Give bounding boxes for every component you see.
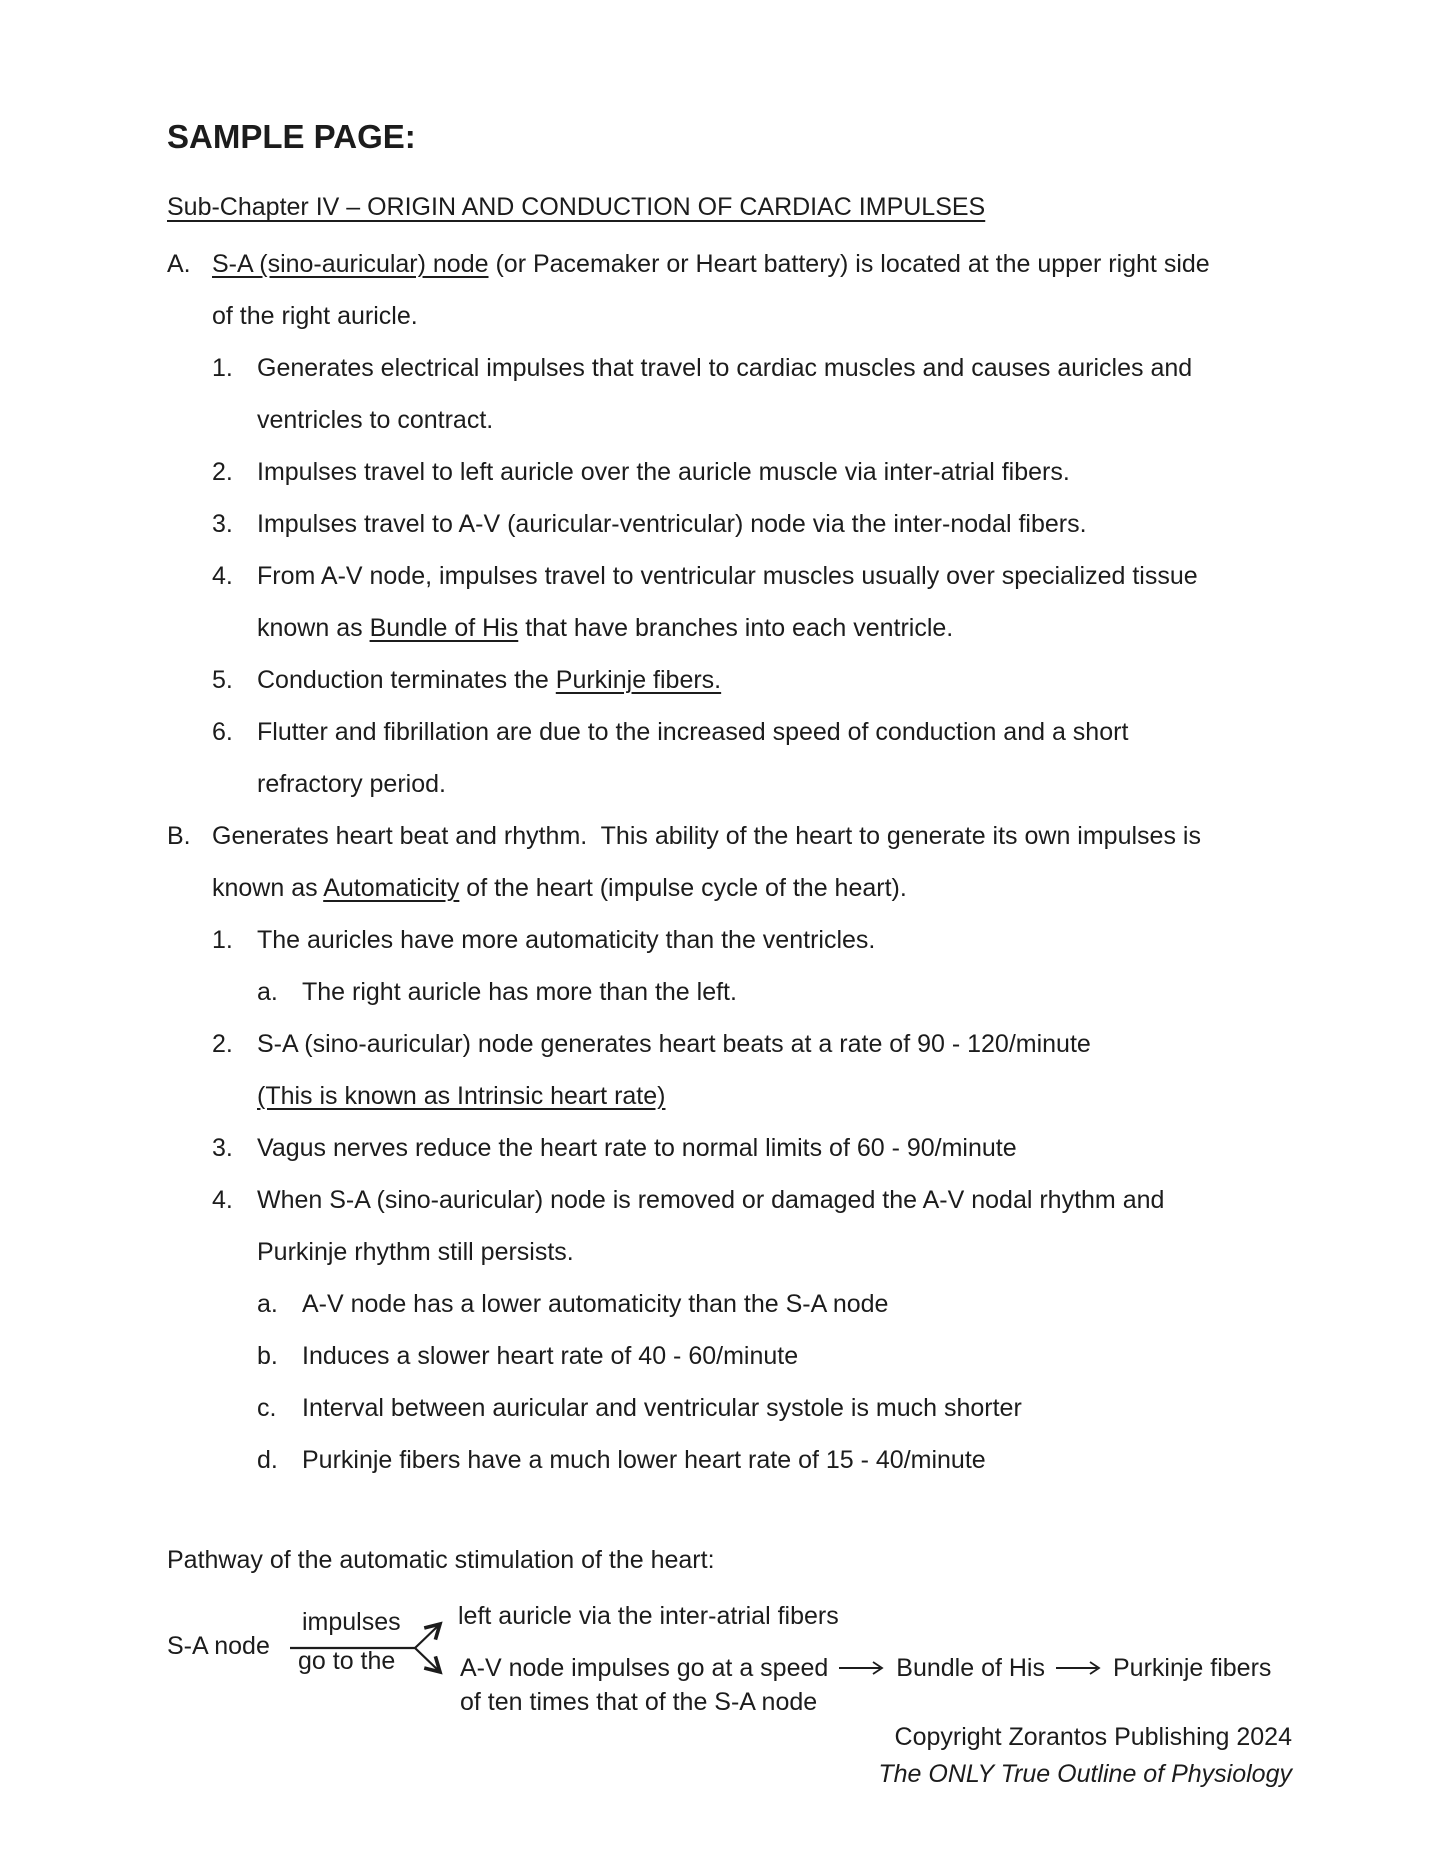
item-text: From A-V node, impulses travel to ventricular muscles usually over specialized tissue bbox=[257, 562, 1198, 590]
item-line bbox=[302, 966, 1397, 1018]
outline-item bbox=[167, 238, 1397, 342]
item-text: that have branches into each ventricle. bbox=[518, 614, 954, 642]
flow-arrow-icon bbox=[1054, 1660, 1104, 1676]
item-text: Conduction terminates the bbox=[257, 666, 556, 694]
item-line bbox=[257, 394, 1397, 446]
pathway-branch-top-label: left auricle via the inter-atrial fibers bbox=[458, 1602, 839, 1630]
item-text: The auricles have more automaticity than the ventricles. bbox=[257, 926, 876, 954]
tagline-line: The ONLY True Outline of Physiology bbox=[878, 1760, 1292, 1788]
outline-item bbox=[167, 914, 1397, 966]
item-marker: 6. bbox=[212, 718, 233, 746]
pathway-source-label: S-A node bbox=[167, 1632, 270, 1660]
item-line bbox=[257, 1226, 1397, 1278]
item-line bbox=[212, 238, 1397, 290]
outline-content bbox=[167, 238, 1397, 1586]
item-marker: 3. bbox=[212, 1134, 233, 1162]
outline-item bbox=[167, 1434, 1397, 1486]
branch-bottom-segment-3: Purkinje fibers bbox=[1113, 1653, 1272, 1682]
underlined-term: Bundle of His bbox=[369, 614, 519, 642]
item-text: Impulses travel to A-V (auricular-ventricular) node via the inter-nodal fibers. bbox=[257, 510, 1087, 538]
outline-item bbox=[167, 1122, 1397, 1174]
item-marker: A. bbox=[167, 250, 191, 278]
item-text: refractory period. bbox=[257, 770, 446, 798]
outline-item bbox=[167, 1018, 1397, 1122]
item-marker: d. bbox=[257, 1446, 278, 1474]
item-text: Induces a slower heart rate of 40 - 60/minute bbox=[302, 1342, 799, 1370]
item-marker: b. bbox=[257, 1342, 278, 1370]
outline-list bbox=[167, 238, 1397, 1486]
item-marker: 5. bbox=[212, 666, 233, 694]
item-line bbox=[257, 758, 1397, 810]
item-marker: a. bbox=[257, 978, 278, 1006]
item-text: known as bbox=[257, 614, 370, 642]
branch-bottom-segment-1: A-V node impulses go at a speed bbox=[460, 1653, 829, 1682]
underlined-term: S-A (sino-auricular) node bbox=[212, 250, 489, 278]
page-title: SAMPLE PAGE: bbox=[167, 118, 416, 155]
item-text: ventricles to contract. bbox=[257, 406, 494, 434]
item-line bbox=[212, 810, 1397, 862]
item-text: Generates heart beat and rhythm. This ability of the heart to generate its own impulses is bbox=[212, 822, 1201, 850]
item-marker: a. bbox=[257, 1290, 278, 1318]
underlined-term: Automaticity bbox=[323, 874, 460, 902]
item-line bbox=[257, 1122, 1397, 1174]
item-text: Purkinje rhythm still persists. bbox=[257, 1238, 574, 1266]
item-marker: c. bbox=[257, 1394, 277, 1422]
pathway-branch-bottom-line2: of ten times that of the S-A node bbox=[460, 1688, 818, 1716]
pathway-branch-bottom bbox=[460, 1651, 1271, 1719]
item-line bbox=[257, 654, 1397, 706]
outline-item bbox=[167, 706, 1397, 810]
item-text: When S-A (sino-auricular) node is removed or damaged the A-V nodal rhythm and bbox=[257, 1186, 1165, 1214]
pathway-edge-label-top: impulses bbox=[302, 1608, 401, 1636]
item-line bbox=[302, 1434, 1397, 1486]
item-line bbox=[257, 498, 1397, 550]
item-line bbox=[257, 1070, 1397, 1122]
branch-bottom-segment-2: Bundle of His bbox=[896, 1653, 1045, 1682]
outline-item bbox=[167, 654, 1397, 706]
chapter-heading: Sub-Chapter IV – ORIGIN AND CONDUCTION OF CARDIAC IMPULSES bbox=[167, 193, 986, 221]
copyright-line: Copyright Zorantos Publishing 2024 bbox=[894, 1723, 1292, 1751]
item-line bbox=[257, 602, 1397, 654]
pathway-branch-bottom-line1 bbox=[460, 1651, 1271, 1685]
item-line bbox=[257, 446, 1397, 498]
item-text: Interval between auricular and ventricular systole is much shorter bbox=[302, 1394, 1022, 1422]
item-marker: 2. bbox=[212, 1030, 233, 1058]
item-marker: 1. bbox=[212, 354, 233, 382]
page-footer bbox=[878, 1719, 1292, 1793]
outline-item bbox=[167, 446, 1397, 498]
item-text: Generates electrical impulses that travel to cardiac muscles and causes auricles and bbox=[257, 354, 1193, 382]
item-text: known as bbox=[212, 874, 324, 902]
item-text: Flutter and fibrillation are due to the increased speed of conduction and a short bbox=[257, 718, 1129, 746]
outline-item bbox=[167, 966, 1397, 1018]
item-line bbox=[212, 862, 1397, 914]
flow-arrow-icon bbox=[837, 1660, 887, 1676]
pathway-edge-label-bottom: go to the bbox=[298, 1647, 396, 1675]
item-text: (or Pacemaker or Heart battery) is located at the upper right side bbox=[488, 250, 1210, 278]
item-text: A-V node has a lower automaticity than the S-A node bbox=[302, 1290, 889, 1318]
fork-connector-icon bbox=[285, 1598, 465, 1698]
item-line bbox=[257, 1174, 1397, 1226]
item-text: S-A (sino-auricular) node generates heart beats at a rate of 90 - 120/minute bbox=[257, 1030, 1091, 1058]
item-text: of the right auricle. bbox=[212, 302, 418, 330]
item-marker: 1. bbox=[212, 926, 233, 954]
item-text: Vagus nerves reduce the heart rate to normal limits of 60 - 90/minute bbox=[257, 1134, 1017, 1162]
item-marker: B. bbox=[167, 822, 191, 850]
item-marker: 3. bbox=[212, 510, 233, 538]
outline-item bbox=[167, 1330, 1397, 1382]
pathway-caption: Pathway of the automatic stimulation of the heart: bbox=[167, 1546, 715, 1574]
item-line bbox=[302, 1382, 1397, 1434]
underlined-term: Purkinje fibers. bbox=[555, 666, 722, 694]
item-text: Purkinje fibers have a much lower heart rate of 15 - 40/minute bbox=[302, 1446, 986, 1474]
outline-item bbox=[167, 1278, 1397, 1330]
item-line bbox=[257, 706, 1397, 758]
item-marker: 4. bbox=[212, 1186, 233, 1214]
outline-item bbox=[167, 1174, 1397, 1278]
item-text: of the heart (impulse cycle of the heart). bbox=[459, 874, 907, 902]
item-line bbox=[302, 1278, 1397, 1330]
item-text: The right auricle has more than the left. bbox=[302, 978, 737, 1006]
outline-item bbox=[167, 550, 1397, 654]
outline-item bbox=[167, 498, 1397, 550]
underlined-term: (This is known as Intrinsic heart rate) bbox=[257, 1082, 666, 1110]
item-line bbox=[302, 1330, 1397, 1382]
item-marker: 4. bbox=[212, 562, 233, 590]
outline-item bbox=[167, 810, 1397, 914]
item-line bbox=[257, 914, 1397, 966]
item-line bbox=[257, 342, 1397, 394]
item-line bbox=[257, 550, 1397, 602]
item-line bbox=[257, 1018, 1397, 1070]
outline-item bbox=[167, 1382, 1397, 1434]
item-line bbox=[212, 290, 1397, 342]
item-marker: 2. bbox=[212, 458, 233, 486]
outline-item bbox=[167, 342, 1397, 446]
item-text: Impulses travel to left auricle over the auricle muscle via inter-atrial fibers. bbox=[257, 458, 1070, 486]
